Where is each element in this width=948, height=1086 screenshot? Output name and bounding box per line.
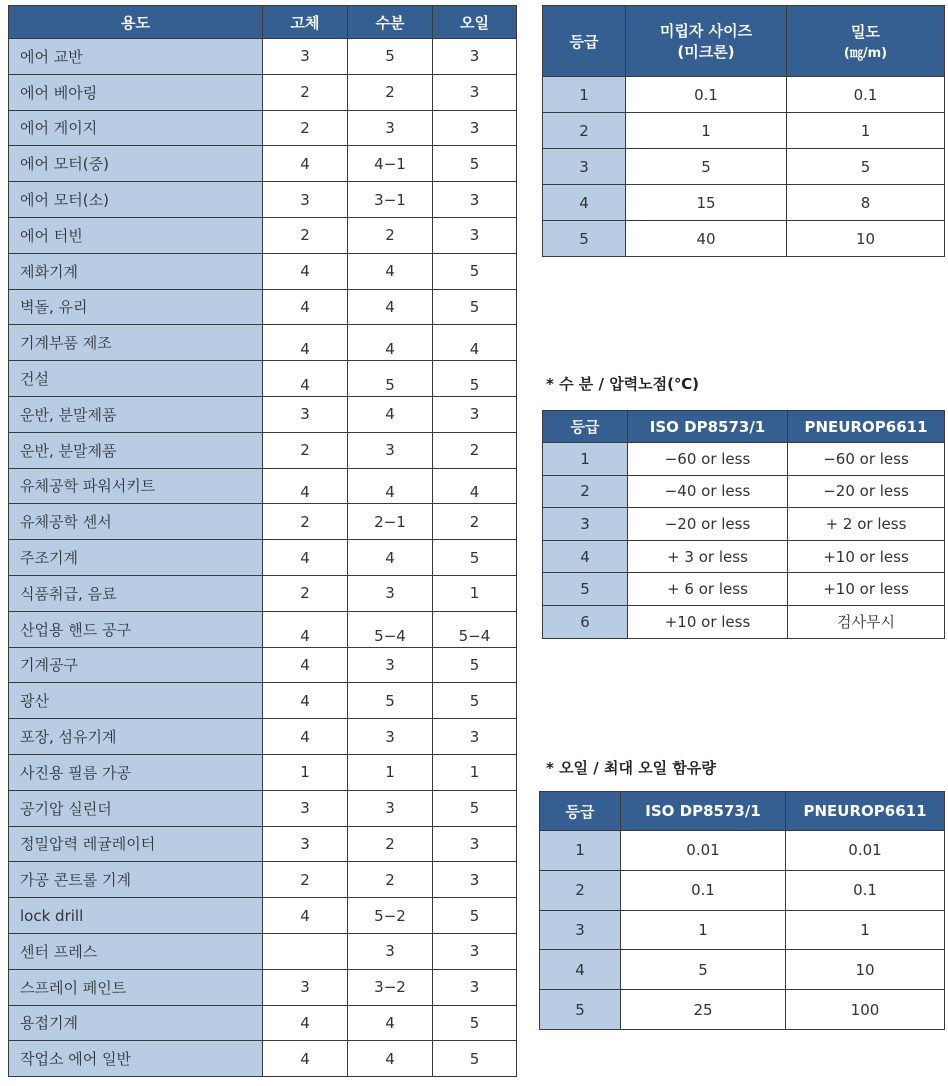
usage-row: [9, 74, 517, 110]
particle-grade-cell: 2: [543, 113, 626, 149]
usage-solid-cell: 4: [263, 683, 348, 719]
oil-iso-cell: 25: [621, 990, 786, 1030]
moisture-row: [543, 540, 945, 573]
moisture-iso-cell: −20 or less: [628, 508, 788, 541]
usage-row: [9, 575, 517, 611]
usage-oil-cell: 5: [433, 253, 517, 289]
usage-water-cell: 5: [348, 361, 433, 397]
usage-table: [8, 5, 517, 1077]
usage-water-cell: 4: [348, 253, 433, 289]
moisture-header-pneurop: PNEUROP6611: [788, 411, 945, 443]
particle-density-cell: 5: [787, 149, 945, 185]
usage-water-cell: 5: [348, 683, 433, 719]
usage-row: [9, 790, 517, 826]
usage-solid-cell: 2: [263, 432, 348, 468]
oil-iso-cell: 1: [621, 910, 786, 950]
usage-oil-cell: 4: [433, 325, 517, 361]
usage-row: [9, 504, 517, 540]
moisture-iso-cell: +10 or less: [628, 605, 788, 638]
usage-oil-cell: 3: [433, 39, 517, 75]
usage-oil-cell: 3: [433, 862, 517, 898]
moisture-iso-cell: + 3 or less: [628, 540, 788, 573]
usage-water-cell: 4: [348, 1005, 433, 1041]
usage-header-oil: 오일: [433, 6, 517, 39]
usage-solid-cell: 3: [263, 182, 348, 218]
usage-solid-cell: 3: [263, 39, 348, 75]
oil-grade-cell: 1: [540, 831, 621, 871]
usage-row: [9, 432, 517, 468]
particle-header-size: [626, 6, 787, 77]
usage-name-cell: lock drill: [9, 898, 263, 934]
usage-header-name: 용도: [9, 6, 263, 39]
usage-water-cell: 4: [348, 540, 433, 576]
usage-oil-cell: 5: [433, 1041, 517, 1077]
usage-name-cell: 에어 베아링: [9, 74, 263, 110]
moisture-grade-cell: 3: [543, 508, 628, 541]
particle-density-cell: 10: [787, 221, 945, 257]
usage-row: [9, 217, 517, 253]
oil-iso-cell: 5: [621, 950, 786, 990]
usage-name-cell: 광산: [9, 683, 263, 719]
usage-solid-cell: 4: [263, 253, 348, 289]
usage-water-cell: 3: [348, 110, 433, 146]
usage-name-cell: 건설: [9, 361, 263, 397]
oil-table: [539, 791, 945, 1030]
moisture-note: * 수 분 / 압력노점(℃): [546, 375, 700, 393]
usage-solid-cell: 4: [263, 1005, 348, 1041]
usage-row: [9, 182, 517, 218]
usage-name-cell: 에어 모터(중): [9, 146, 263, 182]
usage-row: [9, 611, 517, 647]
moisture-iso-cell: + 6 or less: [628, 573, 788, 606]
particle-header-density-line2: (㎎/m): [843, 46, 888, 61]
usage-solid-cell: [263, 933, 348, 969]
moisture-grade-cell: 5: [543, 573, 628, 606]
usage-water-cell: 3: [348, 432, 433, 468]
usage-oil-cell: 5: [433, 361, 517, 397]
moisture-header-iso: ISO DP8573/1: [628, 411, 788, 443]
usage-name-cell: 가공 콘트롤 기계: [9, 862, 263, 898]
particle-grade-cell: 5: [543, 221, 626, 257]
usage-water-cell: 3−1: [348, 182, 433, 218]
particle-size-cell: 15: [626, 185, 787, 221]
usage-oil-cell: 3: [433, 969, 517, 1005]
usage-solid-cell: 3: [263, 826, 348, 862]
usage-water-cell: 4: [348, 325, 433, 361]
usage-name-cell: 스프레이 페인트: [9, 969, 263, 1005]
usage-water-cell: 4−1: [348, 146, 433, 182]
usage-oil-cell: 3: [433, 933, 517, 969]
moisture-row: [543, 443, 945, 476]
particle-row: [543, 185, 945, 221]
oil-header-iso: ISO DP8573/1: [621, 792, 786, 831]
moisture-body: [543, 443, 945, 639]
usage-water-cell: 2−1: [348, 504, 433, 540]
usage-solid-cell: 4: [263, 719, 348, 755]
usage-oil-cell: 3: [433, 719, 517, 755]
moisture-row: [543, 475, 945, 508]
particle-size-cell: 0.1: [626, 77, 787, 113]
oil-body: [540, 831, 945, 1030]
usage-oil-cell: 5: [433, 146, 517, 182]
usage-row: [9, 862, 517, 898]
usage-oil-cell: 5: [433, 790, 517, 826]
moisture-grade-cell: 2: [543, 475, 628, 508]
particle-density-cell: 1: [787, 113, 945, 149]
usage-name-cell: 운반, 분말제품: [9, 432, 263, 468]
usage-water-cell: 4: [348, 396, 433, 432]
usage-solid-cell: 1: [263, 754, 348, 790]
usage-solid-cell: 2: [263, 110, 348, 146]
usage-row: [9, 719, 517, 755]
usage-water-cell: 2: [348, 74, 433, 110]
moisture-pneurop-cell: + 2 or less: [788, 508, 945, 541]
oil-header-row: [540, 792, 945, 831]
usage-solid-cell: 2: [263, 504, 348, 540]
moisture-iso-cell: −60 or less: [628, 443, 788, 476]
usage-water-cell: 3: [348, 933, 433, 969]
usage-oil-cell: 3: [433, 74, 517, 110]
moisture-pneurop-cell: +10 or less: [788, 573, 945, 606]
usage-solid-cell: 2: [263, 862, 348, 898]
usage-oil-cell: 5: [433, 540, 517, 576]
particle-row: [543, 77, 945, 113]
particle-header-size-line1: 미립자 사이즈: [659, 22, 753, 40]
particle-grade-cell: 4: [543, 185, 626, 221]
usage-solid-cell: 4: [263, 325, 348, 361]
moisture-grade-cell: 1: [543, 443, 628, 476]
usage-oil-cell: 1: [433, 754, 517, 790]
usage-name-cell: 에어 게이지: [9, 110, 263, 146]
usage-row: [9, 396, 517, 432]
oil-iso-cell: 0.1: [621, 870, 786, 910]
oil-pneurop-cell: 10: [786, 950, 945, 990]
usage-row: [9, 1041, 517, 1077]
usage-oil-cell: 5: [433, 289, 517, 325]
usage-oil-cell: 2: [433, 432, 517, 468]
usage-water-cell: 3−2: [348, 969, 433, 1005]
usage-oil-cell: 3: [433, 826, 517, 862]
oil-pneurop-cell: 100: [786, 990, 945, 1030]
usage-water-cell: 2: [348, 217, 433, 253]
usage-solid-cell: 4: [263, 647, 348, 683]
particle-body: [543, 77, 945, 257]
usage-water-cell: 2: [348, 862, 433, 898]
usage-row: [9, 969, 517, 1005]
usage-body: [9, 39, 517, 1077]
usage-row: [9, 146, 517, 182]
usage-solid-cell: 4: [263, 1041, 348, 1077]
usage-water-cell: 5−2: [348, 898, 433, 934]
usage-water-cell: 4: [348, 1041, 433, 1077]
usage-oil-cell: 1: [433, 575, 517, 611]
usage-name-cell: 정밀압력 레귤레이터: [9, 826, 263, 862]
oil-row: [540, 910, 945, 950]
particle-size-cell: 1: [626, 113, 787, 149]
usage-oil-cell: 5: [433, 898, 517, 934]
oil-row: [540, 870, 945, 910]
usage-solid-cell: 2: [263, 217, 348, 253]
usage-header-water: 수분: [348, 6, 433, 39]
moisture-row: [543, 508, 945, 541]
usage-name-cell: 기계공구: [9, 647, 263, 683]
usage-row: [9, 898, 517, 934]
usage-oil-cell: 5: [433, 683, 517, 719]
usage-water-cell: 3: [348, 790, 433, 826]
usage-oil-cell: 3: [433, 396, 517, 432]
particle-header-density: [787, 6, 945, 77]
usage-name-cell: 포장, 섬유기계: [9, 719, 263, 755]
usage-oil-cell: 3: [433, 182, 517, 218]
usage-water-cell: 3: [348, 647, 433, 683]
particle-header-row: [543, 6, 945, 77]
usage-water-cell: 3: [348, 719, 433, 755]
usage-solid-cell: 4: [263, 898, 348, 934]
usage-water-cell: 5: [348, 39, 433, 75]
particle-header-grade: 등급: [543, 6, 626, 77]
particle-header-size-line2: (미크론): [677, 43, 735, 61]
usage-oil-cell: 2: [433, 504, 517, 540]
usage-solid-cell: 4: [263, 540, 348, 576]
moisture-grade-cell: 6: [543, 605, 628, 638]
usage-water-cell: 2: [348, 826, 433, 862]
usage-row: [9, 289, 517, 325]
usage-name-cell: 공기압 실린더: [9, 790, 263, 826]
moisture-grade-cell: 4: [543, 540, 628, 573]
oil-note: * 오일 / 최대 오일 함유량: [546, 759, 716, 777]
usage-row: [9, 325, 517, 361]
moisture-pneurop-cell: −20 or less: [788, 475, 945, 508]
moisture-iso-cell: −40 or less: [628, 475, 788, 508]
moisture-pneurop-cell: 검사무시: [788, 605, 945, 638]
usage-oil-cell: 5: [433, 647, 517, 683]
usage-name-cell: 식품취급, 음료: [9, 575, 263, 611]
moisture-table: [542, 410, 945, 639]
usage-name-cell: 기계부품 제조: [9, 325, 263, 361]
usage-solid-cell: 2: [263, 74, 348, 110]
oil-pneurop-cell: 1: [786, 910, 945, 950]
usage-solid-cell: 4: [263, 468, 348, 504]
oil-grade-cell: 2: [540, 870, 621, 910]
usage-name-cell: 제화기계: [9, 253, 263, 289]
usage-oil-cell: 3: [433, 217, 517, 253]
usage-oil-cell: 3: [433, 110, 517, 146]
usage-solid-cell: 4: [263, 611, 348, 647]
usage-name-cell: 벽돌, 유리: [9, 289, 263, 325]
usage-solid-cell: 4: [263, 146, 348, 182]
oil-pneurop-cell: 0.1: [786, 870, 945, 910]
moisture-row: [543, 605, 945, 638]
particle-grade-cell: 3: [543, 149, 626, 185]
usage-row: [9, 468, 517, 504]
oil-grade-cell: 5: [540, 990, 621, 1030]
usage-header-solid: 고체: [263, 6, 348, 39]
usage-name-cell: 유체공학 파워서키트: [9, 468, 263, 504]
usage-water-cell: 1: [348, 754, 433, 790]
usage-row: [9, 683, 517, 719]
oil-grade-cell: 3: [540, 910, 621, 950]
usage-oil-cell: 5−4: [433, 611, 517, 647]
moisture-header-row: [543, 411, 945, 443]
particle-size-cell: 5: [626, 149, 787, 185]
usage-water-cell: 4: [348, 468, 433, 504]
particle-size-cell: 40: [626, 221, 787, 257]
usage-solid-cell: 4: [263, 289, 348, 325]
usage-name-cell: 용접기계: [9, 1005, 263, 1041]
oil-header-grade: 등급: [540, 792, 621, 831]
particle-density-cell: 0.1: [787, 77, 945, 113]
usage-row: [9, 39, 517, 75]
usage-name-cell: 사진용 필름 가공: [9, 754, 263, 790]
particle-row: [543, 113, 945, 149]
usage-name-cell: 에어 모터(소): [9, 182, 263, 218]
usage-row: [9, 826, 517, 862]
usage-name-cell: 주조기계: [9, 540, 263, 576]
particle-row: [543, 149, 945, 185]
usage-row: [9, 253, 517, 289]
usage-name-cell: 운반, 분말제품: [9, 396, 263, 432]
usage-name-cell: 에어 터빈: [9, 217, 263, 253]
particle-header-density-line1: 밀도: [851, 23, 880, 41]
usage-solid-cell: 3: [263, 396, 348, 432]
moisture-pneurop-cell: +10 or less: [788, 540, 945, 573]
particle-grade-cell: 1: [543, 77, 626, 113]
moisture-header-grade: 등급: [543, 411, 628, 443]
usage-name-cell: 센터 프레스: [9, 933, 263, 969]
oil-pneurop-cell: 0.01: [786, 831, 945, 871]
usage-header-row: [9, 6, 517, 39]
usage-row: [9, 361, 517, 397]
usage-name-cell: 유체공학 센서: [9, 504, 263, 540]
oil-row: [540, 990, 945, 1030]
usage-row: [9, 754, 517, 790]
oil-row: [540, 831, 945, 871]
oil-grade-cell: 4: [540, 950, 621, 990]
particle-table: [542, 5, 945, 257]
usage-water-cell: 3: [348, 575, 433, 611]
oil-iso-cell: 0.01: [621, 831, 786, 871]
oil-row: [540, 950, 945, 990]
usage-oil-cell: 4: [433, 468, 517, 504]
particle-row: [543, 221, 945, 257]
moisture-row: [543, 573, 945, 606]
usage-row: [9, 110, 517, 146]
usage-row: [9, 1005, 517, 1041]
moisture-pneurop-cell: −60 or less: [788, 443, 945, 476]
usage-solid-cell: 3: [263, 969, 348, 1005]
usage-row: [9, 540, 517, 576]
usage-name-cell: 산업용 핸드 공구: [9, 611, 263, 647]
usage-solid-cell: 3: [263, 790, 348, 826]
usage-water-cell: 4: [348, 289, 433, 325]
usage-name-cell: 에어 교반: [9, 39, 263, 75]
usage-solid-cell: 4: [263, 361, 348, 397]
oil-header-pneurop: PNEUROP6611: [786, 792, 945, 831]
usage-row: [9, 933, 517, 969]
usage-name-cell: 작업소 에어 일반: [9, 1041, 263, 1077]
particle-density-cell: 8: [787, 185, 945, 221]
usage-row: [9, 647, 517, 683]
usage-solid-cell: 2: [263, 575, 348, 611]
usage-water-cell: 5−4: [348, 611, 433, 647]
usage-oil-cell: 5: [433, 1005, 517, 1041]
